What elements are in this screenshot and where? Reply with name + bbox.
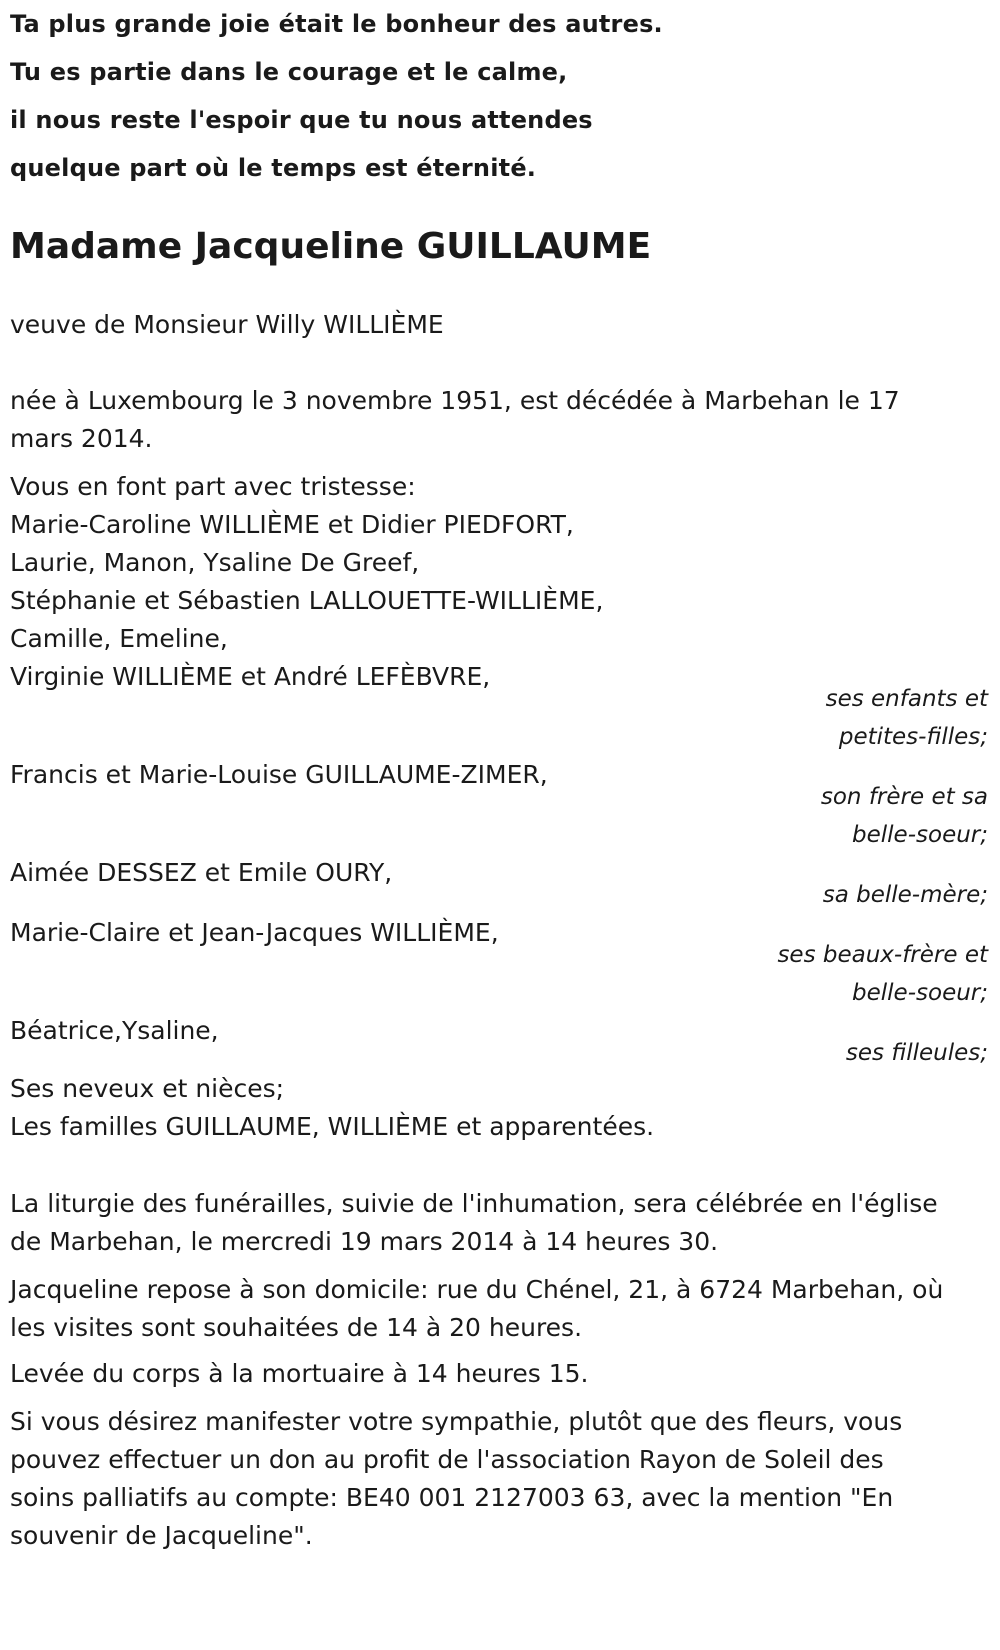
relation-label: petites-filles; bbox=[838, 724, 988, 750]
repose-line: les visites sont souhaitées de 14 à 20 heures. bbox=[10, 1313, 583, 1342]
family-line: Aimée DESSEZ et Emile OURY, bbox=[10, 858, 393, 887]
levee: Levée du corps à la mortuaire à 14 heures 15. bbox=[10, 1359, 589, 1388]
repose-line: Jacqueline repose à son domicile: rue du Chénel, 21, à 6724 Marbehan, où bbox=[10, 1275, 944, 1304]
poem-line: il nous reste l'espoir que tu nous attendes bbox=[10, 106, 593, 134]
family-line: Marie-Caroline WILLIÈME et Didier PIEDFORT, bbox=[10, 510, 574, 539]
nephews: Ses neveux et nièces; bbox=[10, 1074, 285, 1103]
poem bbox=[10, 6, 663, 198]
donation-line: soins palliatifs au compte: BE40 001 2127003 63, avec la mention "En bbox=[10, 1483, 894, 1512]
family-line: Francis et Marie-Louise GUILLAUME-ZIMER, bbox=[10, 760, 548, 789]
family-line: Marie-Claire et Jean-Jacques WILLIÈME, bbox=[10, 918, 499, 947]
donation-line: pouvez effectuer un don au profit de l'association Rayon de Soleil des bbox=[10, 1445, 884, 1474]
announce-intro: Vous en font part avec tristesse: bbox=[10, 472, 416, 501]
relation-label: ses enfants et bbox=[825, 686, 988, 712]
relation-label: ses filleules; bbox=[845, 1040, 988, 1066]
donation-line: Si vous désirez manifester votre sympathie, plutôt que des fleurs, vous bbox=[10, 1407, 903, 1436]
poem-line: quelque part où le temps est éternité. bbox=[10, 154, 537, 182]
family-line: Stéphanie et Sébastien LALLOUETTE-WILLIÈME, bbox=[10, 586, 604, 615]
donation-line: souvenir de Jacqueline". bbox=[10, 1521, 313, 1550]
birth-death-line-1: née à Luxembourg le 3 novembre 1951, est décédée à Marbehan le 17 bbox=[10, 386, 900, 415]
poem-line: Tu es partie dans le courage et le calme, bbox=[10, 58, 568, 86]
relation-label: belle-soeur; bbox=[852, 822, 988, 848]
birth-death-line-2: mars 2014. bbox=[10, 424, 153, 453]
families: Les familles GUILLAUME, WILLIÈME et apparentées. bbox=[10, 1112, 655, 1141]
relation-label: ses beaux-frère et bbox=[777, 942, 988, 968]
relation-label: son frère et sa bbox=[820, 784, 988, 810]
relation-label: sa belle-mère; bbox=[822, 882, 988, 908]
family-line: Béatrice,Ysaline, bbox=[10, 1016, 219, 1045]
family-line: Camille, Emeline, bbox=[10, 624, 228, 653]
liturgy-line: La liturgie des funérailles, suivie de l'inhumation, sera célébrée en l'église bbox=[10, 1189, 938, 1218]
family-line: Laurie, Manon, Ysaline De Greef, bbox=[10, 548, 420, 577]
relation-label: belle-soeur; bbox=[852, 980, 988, 1006]
widow-of: veuve de Monsieur Willy WILLIÈME bbox=[10, 310, 444, 339]
deceased-name: Madame Jacqueline GUILLAUME bbox=[10, 226, 652, 267]
poem-line: Ta plus grande joie était le bonheur des autres. bbox=[10, 10, 663, 38]
family-line: Virginie WILLIÈME et André LEFÈBVRE, bbox=[10, 662, 491, 691]
liturgy-line: de Marbehan, le mercredi 19 mars 2014 à 14 heures 30. bbox=[10, 1227, 719, 1256]
